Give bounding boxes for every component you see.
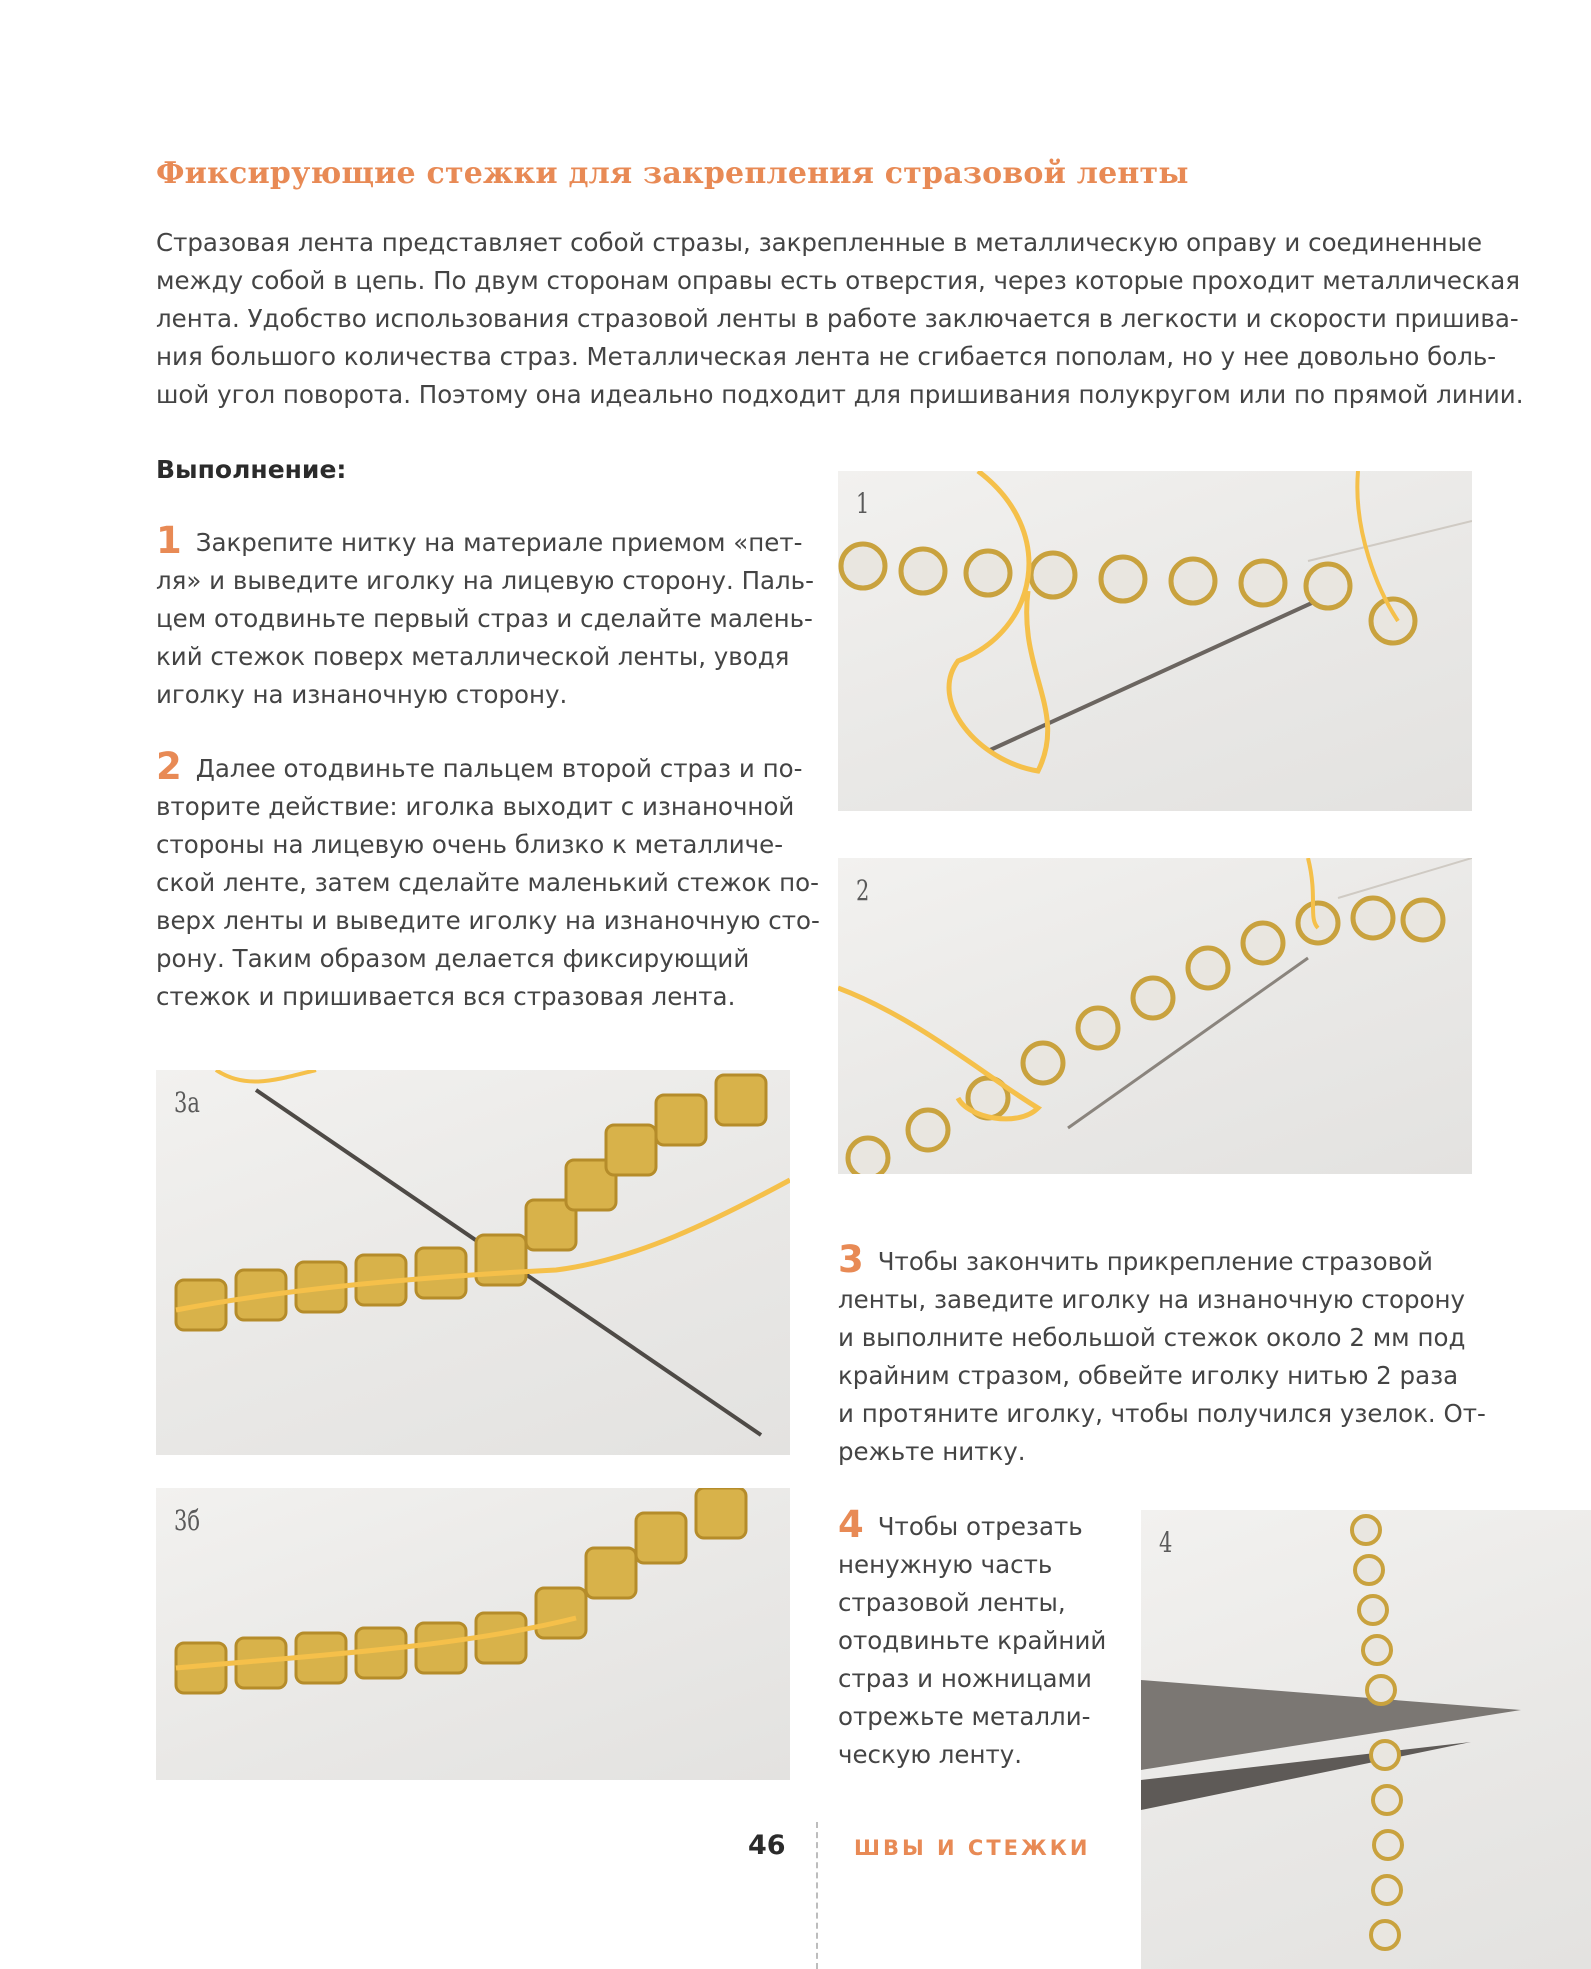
- photo-label: 4: [1159, 1526, 1173, 1559]
- step-line: отодвиньте крайний: [838, 1626, 1107, 1655]
- intro-line: лента. Удобство использования стразовой ленты в работе заключается в легкости и скорости пришива-: [156, 304, 1519, 333]
- step-line: ской ленте, затем сделайте маленький стежок по-: [156, 868, 819, 897]
- scissors-illustration: [1141, 1510, 1591, 1969]
- step-line: Чтобы отрезать: [877, 1512, 1083, 1541]
- procedure-heading: Выполнение:: [156, 455, 347, 484]
- rhinestone-chain-illustration: [838, 858, 1472, 1174]
- photo-step-2: [838, 858, 1472, 1174]
- step-1: [156, 519, 814, 714]
- photo-step-3a: [156, 1070, 790, 1455]
- gold-chain-illustration: [156, 1070, 790, 1455]
- step-line: крайним стразом, обвейте иголку нитью 2 раза: [838, 1361, 1459, 1390]
- section-title: ШВЫ И СТЕЖКИ: [854, 1836, 1091, 1860]
- step-line: ческую ленту.: [838, 1740, 1023, 1769]
- step-line: отрежьте металли-: [838, 1702, 1091, 1731]
- photo-label: 3а: [174, 1086, 200, 1119]
- step-line: кий стежок поверх металлической ленты, уводя: [156, 642, 790, 671]
- photo-step-3b: [156, 1488, 790, 1780]
- gold-chain-illustration: [156, 1488, 790, 1780]
- step-line: верх ленты и выведите иголку на изнаночную сто-: [156, 906, 820, 935]
- step-number: 2: [156, 745, 182, 788]
- step-line: стороны на лицевую очень близко к металличе-: [156, 830, 784, 859]
- photo-label: 3б: [174, 1504, 201, 1537]
- step-4: [838, 1503, 1138, 1774]
- step-line: Закрепите нитку на материале приемом «пет-: [195, 528, 803, 557]
- step-line: ля» и выведите иголку на лицевую сторону. Паль-: [156, 566, 814, 595]
- step-line: режьте нитку.: [838, 1437, 1026, 1466]
- intro-line: Стразовая лента представляет собой стразы, закрепленные в металлическую оправу и соединенные: [156, 228, 1483, 257]
- rhinestone-chain-illustration: [838, 471, 1472, 811]
- photo-label: 1: [856, 487, 870, 520]
- photo-step-4: [1141, 1510, 1591, 1969]
- step-line: страз и ножницами: [838, 1664, 1092, 1693]
- step-number: 4: [838, 1503, 864, 1546]
- page-number: 46: [748, 1830, 786, 1861]
- step-number: 3: [838, 1238, 864, 1281]
- intro-line: шой угол поворота. Поэтому она идеально подходит для пришивания полукругом или по прямой линии.: [156, 380, 1524, 409]
- step-line: вторите действие: иголка выходит с изнаночной: [156, 792, 795, 821]
- intro-line: ния большого количества страз. Металлическая лента не сгибается пополам, но у нее довольно боль-: [156, 342, 1497, 371]
- step-line: иголку на изнаночную сторону.: [156, 680, 568, 709]
- step-line: ненужную часть: [838, 1550, 1053, 1579]
- step-line: и протяните иголку, чтобы получился узелок. От-: [838, 1399, 1486, 1428]
- step-line: ленты, заведите иголку на изнаночную сторону: [838, 1285, 1466, 1314]
- footer-divider: [816, 1822, 818, 1969]
- step-2: [156, 745, 820, 1016]
- step-line: стразовой ленты,: [838, 1588, 1066, 1617]
- page-title: Фиксирующие стежки для закрепления стразовой ленты: [156, 156, 1189, 191]
- intro-paragraph: [156, 224, 1524, 414]
- step-number: 1: [156, 519, 182, 562]
- step-3: [838, 1238, 1486, 1471]
- step-line: цем отодвиньте первый страз и сделайте малень-: [156, 604, 813, 633]
- photo-step-1: [838, 471, 1472, 811]
- step-line: рону. Таким образом делается фиксирующий: [156, 944, 750, 973]
- step-line: Далее отодвиньте пальцем второй страз и по-: [195, 754, 803, 783]
- step-line: и выполните небольшой стежок около 2 мм под: [838, 1323, 1466, 1352]
- photo-label: 2: [856, 874, 870, 907]
- step-line: Чтобы закончить прикрепление стразовой: [877, 1247, 1433, 1276]
- step-line: стежок и пришивается вся стразовая лента.: [156, 982, 736, 1011]
- intro-line: между собой в цепь. По двум сторонам оправы есть отверстия, через которые проходит металлическая: [156, 266, 1520, 295]
